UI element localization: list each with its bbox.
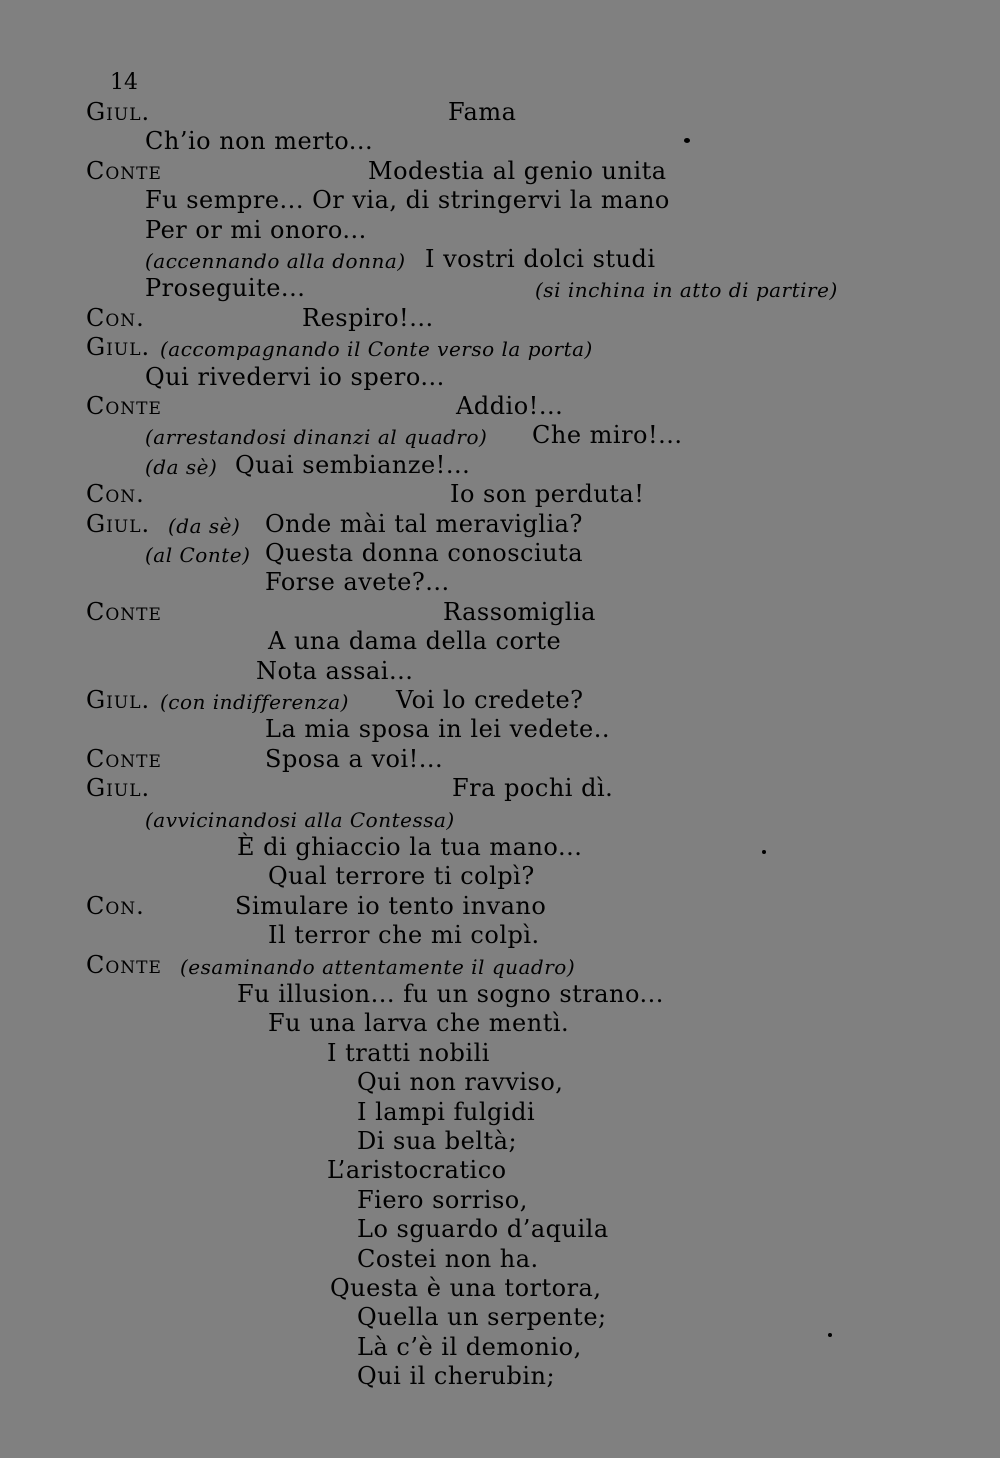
speaker-name: Conte	[86, 951, 162, 979]
speck-mark	[828, 1333, 832, 1337]
verse-text: Il terror che mi colpì.	[268, 921, 540, 949]
stage-direction: (accennando alla donna)	[145, 249, 406, 273]
verse-text: Io son perduta!	[450, 480, 645, 508]
speaker-name: Con.	[86, 892, 145, 920]
verse-text: Fiero sorriso,	[357, 1186, 528, 1214]
verse-text: I tratti nobili	[327, 1039, 490, 1067]
verse-text: Voi lo credete?	[396, 686, 584, 714]
verse-text: Modestia al genio unita	[368, 157, 667, 185]
verse-text: Forse avete?...	[265, 568, 450, 596]
verse-text: L’aristocratico	[327, 1156, 507, 1184]
verse-text: I lampi fulgidi	[357, 1098, 536, 1126]
speck-mark	[684, 138, 690, 143]
verse-text: Respiro!...	[302, 304, 434, 332]
verse-text: Simulare io tento invano	[235, 892, 547, 920]
speaker-name: Giul.	[86, 686, 151, 714]
verse-text: Addio!...	[456, 392, 564, 420]
stage-direction: (con indifferenza)	[160, 690, 349, 714]
verse-text: Fama	[448, 98, 517, 126]
verse-text: A una dama della corte	[268, 627, 562, 655]
verse-text: Questa è una tortora,	[330, 1274, 602, 1302]
verse-text: Qui non ravviso,	[357, 1068, 564, 1096]
verse-text: Proseguite...	[145, 274, 306, 302]
verse-text: Ch’io non merto...	[145, 127, 374, 155]
speaker-name: Conte	[86, 157, 162, 185]
speaker-name: Conte	[86, 745, 162, 773]
verse-text: Costei non ha.	[357, 1245, 539, 1273]
speaker-name: Con.	[86, 304, 145, 332]
speaker-name: Conte	[86, 598, 162, 626]
verse-text: Di sua beltà;	[357, 1127, 518, 1155]
speaker-name: Giul.	[86, 98, 151, 126]
verse-text: Questa donna conosciuta	[265, 539, 584, 567]
verse-text: Fra pochi dì.	[452, 774, 614, 802]
verse-text: Onde mài tal meraviglia?	[265, 510, 583, 538]
verse-text: Per or mi onoro...	[145, 216, 367, 244]
verse-text: Là c’è il demonio,	[357, 1333, 582, 1361]
stage-direction: (si inchina in atto di partire)	[535, 278, 838, 302]
page-number: 14	[110, 70, 138, 95]
verse-text: Qui il cherubin;	[357, 1362, 556, 1390]
speaker-name: Giul.	[86, 774, 151, 802]
verse-text: La mia sposa in lei vedete..	[265, 715, 611, 743]
speaker-name: Giul.	[86, 510, 151, 538]
verse-text: Fu sempre... Or via, di stringervi la mano	[145, 186, 670, 214]
verse-text: Nota assai...	[256, 657, 414, 685]
speaker-name: Conte	[86, 392, 162, 420]
verse-text: Sposa a voi!...	[265, 745, 444, 773]
verse-text: Quella un serpente;	[357, 1303, 607, 1331]
verse-text: I vostri dolci studi	[425, 245, 656, 273]
stage-direction: (accompagnando il Conte verso la porta)	[160, 337, 593, 361]
stage-direction: (esaminando attentamente il quadro)	[180, 955, 576, 979]
stage-direction: (da sè)	[145, 455, 218, 479]
stage-direction: (arrestandosi dinanzi al quadro)	[145, 425, 488, 449]
stage-direction: (al Conte)	[145, 543, 251, 567]
speck-mark	[762, 850, 766, 854]
verse-text: Lo sguardo d’aquila	[357, 1215, 609, 1243]
stage-direction: (avvicinandosi alla Contessa)	[145, 808, 455, 832]
verse-text: Quai sembianze!...	[235, 451, 471, 479]
stage-direction: (da sè)	[168, 514, 241, 538]
verse-text: Fu illusion... fu un sogno strano...	[237, 980, 664, 1008]
speaker-name: Con.	[86, 480, 145, 508]
verse-text: Qual terrore ti colpì?	[268, 862, 535, 890]
speaker-name: Giul.	[86, 333, 151, 361]
verse-text: Che miro!...	[532, 421, 683, 449]
verse-text: Fu una larva che mentì.	[268, 1009, 570, 1037]
verse-text: Rassomiglia	[443, 598, 596, 626]
verse-text: Qui rivedervi io spero...	[145, 363, 445, 391]
verse-text: È di ghiaccio la tua mano...	[237, 833, 583, 861]
